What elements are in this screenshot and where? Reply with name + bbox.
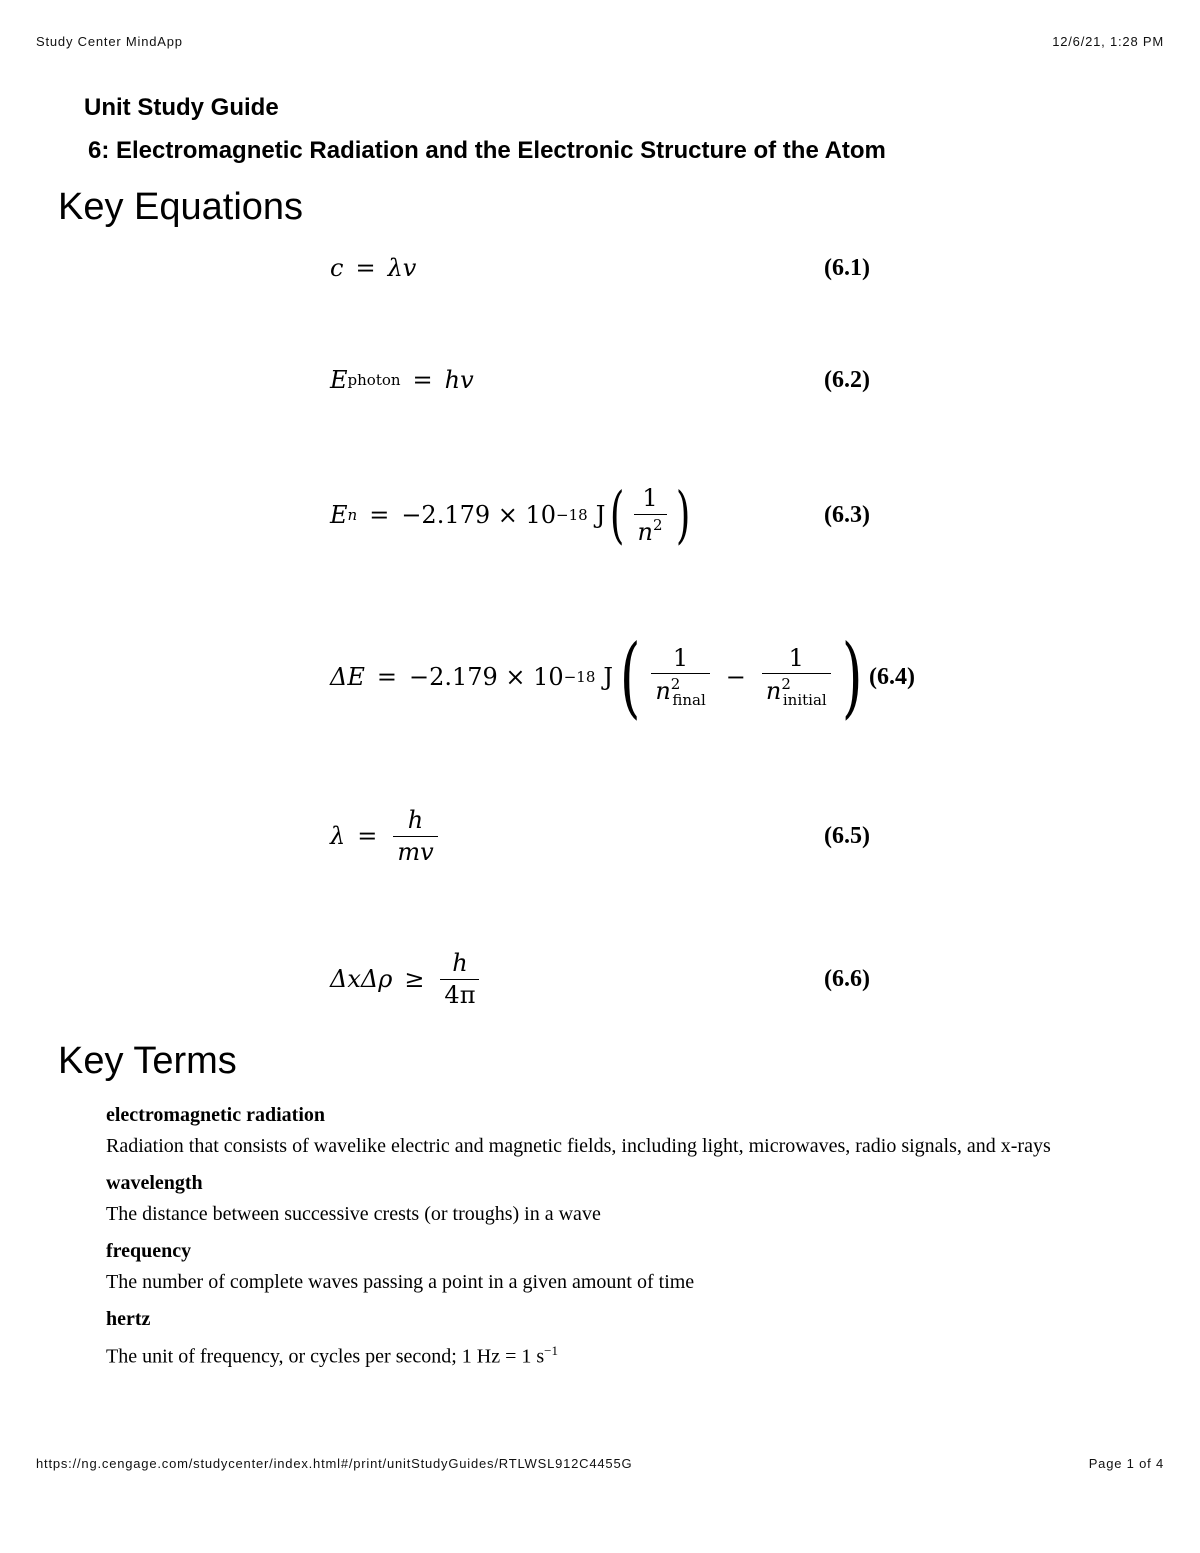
eq-unit: J	[603, 663, 613, 691]
term-definition: Radiation that consists of wavelike electric and magnetic fields, including light, microwaves, radio signals, and x-rays	[106, 1135, 1051, 1157]
eq-symbol: c	[330, 254, 344, 282]
equation-6-3-math: E n = −2.179 × 10 −18 J ( $\frac{1}{n^2}$ )	[330, 478, 690, 551]
denominator	[651, 673, 709, 709]
equation-6-4	[330, 625, 916, 728]
fraction	[440, 950, 479, 1008]
term-title: hertz	[106, 1308, 151, 1330]
eq-symbol: v	[460, 366, 474, 394]
right-paren: )	[841, 625, 863, 728]
denominator	[762, 673, 831, 709]
numerator: 1	[672, 644, 689, 673]
equation-6-2-math: E photon = h v	[330, 366, 474, 394]
eq-exponent: −18	[563, 668, 596, 686]
term-definition-superscript: −1	[544, 1343, 559, 1358]
numerator: h	[452, 949, 468, 978]
page-header-left: Study Center MindApp	[36, 34, 183, 49]
eq-symbol: v	[402, 254, 417, 282]
numerator: h	[407, 806, 424, 835]
fraction-final	[651, 645, 709, 709]
key-terms-list	[106, 1100, 1116, 1379]
equation-6-6-math: ΔxΔρ ≥ $\frac{h}{4\pi}$	[330, 950, 483, 1008]
equation-6-5	[330, 786, 870, 886]
numerator: 1	[642, 484, 658, 513]
eq-symbol: E	[330, 501, 348, 529]
eq-symbol: ΔxΔρ	[330, 965, 393, 993]
eq-symbol: n	[655, 677, 671, 706]
equation-number: (6.4)	[869, 663, 916, 690]
equation-6-1	[330, 218, 870, 318]
equation-6-3	[330, 465, 870, 565]
section-heading-key-equations: Key Equations	[58, 186, 304, 228]
eq-exponent: 2	[781, 675, 791, 694]
fraction-initial	[762, 645, 831, 709]
eq-symbol: h	[444, 366, 461, 394]
page-footer-page-number: Page 1 of 4	[1088, 1456, 1164, 1471]
fraction	[393, 807, 437, 865]
left-paren: (	[619, 625, 641, 728]
eq-coefficient: −2.179 × 10	[401, 501, 557, 529]
section-heading-key-terms: Key Terms	[58, 1040, 237, 1082]
eq-subscript: n	[347, 506, 358, 524]
right-paren: )	[675, 478, 690, 551]
equation-number: (6.3)	[824, 501, 870, 528]
equation-6-5-math: λ = $\frac{h}{mv}$	[330, 807, 442, 865]
equation-6-2	[330, 330, 870, 430]
page-title: Unit Study Guide	[84, 94, 279, 121]
eq-unit: J	[595, 501, 606, 529]
eq-subscript: final	[672, 691, 706, 710]
numerator: 1	[788, 644, 804, 673]
equation-6-4-math: ΔE = −2.179 × 10 −18 J ( $\frac{1}{n^2_{final}}$ − $\frac{1}{n^2_{initial}}$ )	[330, 625, 863, 728]
denominator: 4π	[440, 979, 479, 1008]
denominator	[634, 514, 667, 545]
page-header-timestamp: 12/6/21, 1:28 PM	[1052, 34, 1164, 49]
eq-symbol: E	[330, 366, 348, 394]
equation-number: (6.2)	[824, 366, 870, 393]
term-title: electromagnetic radiation	[106, 1104, 326, 1126]
eq-exponent: 2	[670, 675, 681, 694]
equation-number: (6.6)	[824, 965, 870, 992]
term-definition-text: The unit of frequency, or cycles per second; 1 Hz = 1 s	[106, 1345, 545, 1368]
eq-exponent: −18	[556, 506, 588, 524]
eq-symbol: λ	[387, 254, 403, 282]
equation-6-1-math: c = λ v	[330, 254, 417, 282]
eq-subscript: initial	[782, 691, 827, 710]
term-title: wavelength	[106, 1172, 203, 1194]
left-paren: (	[610, 478, 625, 551]
fraction	[634, 485, 667, 545]
term-title: frequency	[106, 1240, 192, 1262]
eq-symbol: λ	[330, 822, 346, 850]
equation-number: (6.5)	[824, 822, 870, 849]
eq-exponent: 2	[653, 515, 663, 534]
page-subtitle: 6: Electromagnetic Radiation and the Electronic Structure of the Atom	[88, 137, 886, 164]
page-footer-url: https://ng.cengage.com/studycenter/index.html#/print/unitStudyGuides/RTLWSL912C4455G	[36, 1456, 633, 1471]
eq-symbol: ΔE	[330, 663, 365, 691]
term-definition: The distance between successive crests (or troughs) in a wave	[106, 1203, 601, 1225]
term-definition-hertz	[106, 1335, 1116, 1373]
eq-coefficient: −2.179 × 10	[408, 663, 564, 691]
term-definition: The number of complete waves passing a point in a given amount of time	[106, 1271, 695, 1293]
eq-symbol: n	[637, 517, 653, 546]
eq-subscript: photon	[347, 371, 401, 389]
eq-symbol: n	[765, 677, 782, 706]
equation-number: (6.1)	[824, 254, 870, 281]
equation-6-6	[330, 929, 870, 1029]
denominator: mv	[393, 836, 437, 865]
